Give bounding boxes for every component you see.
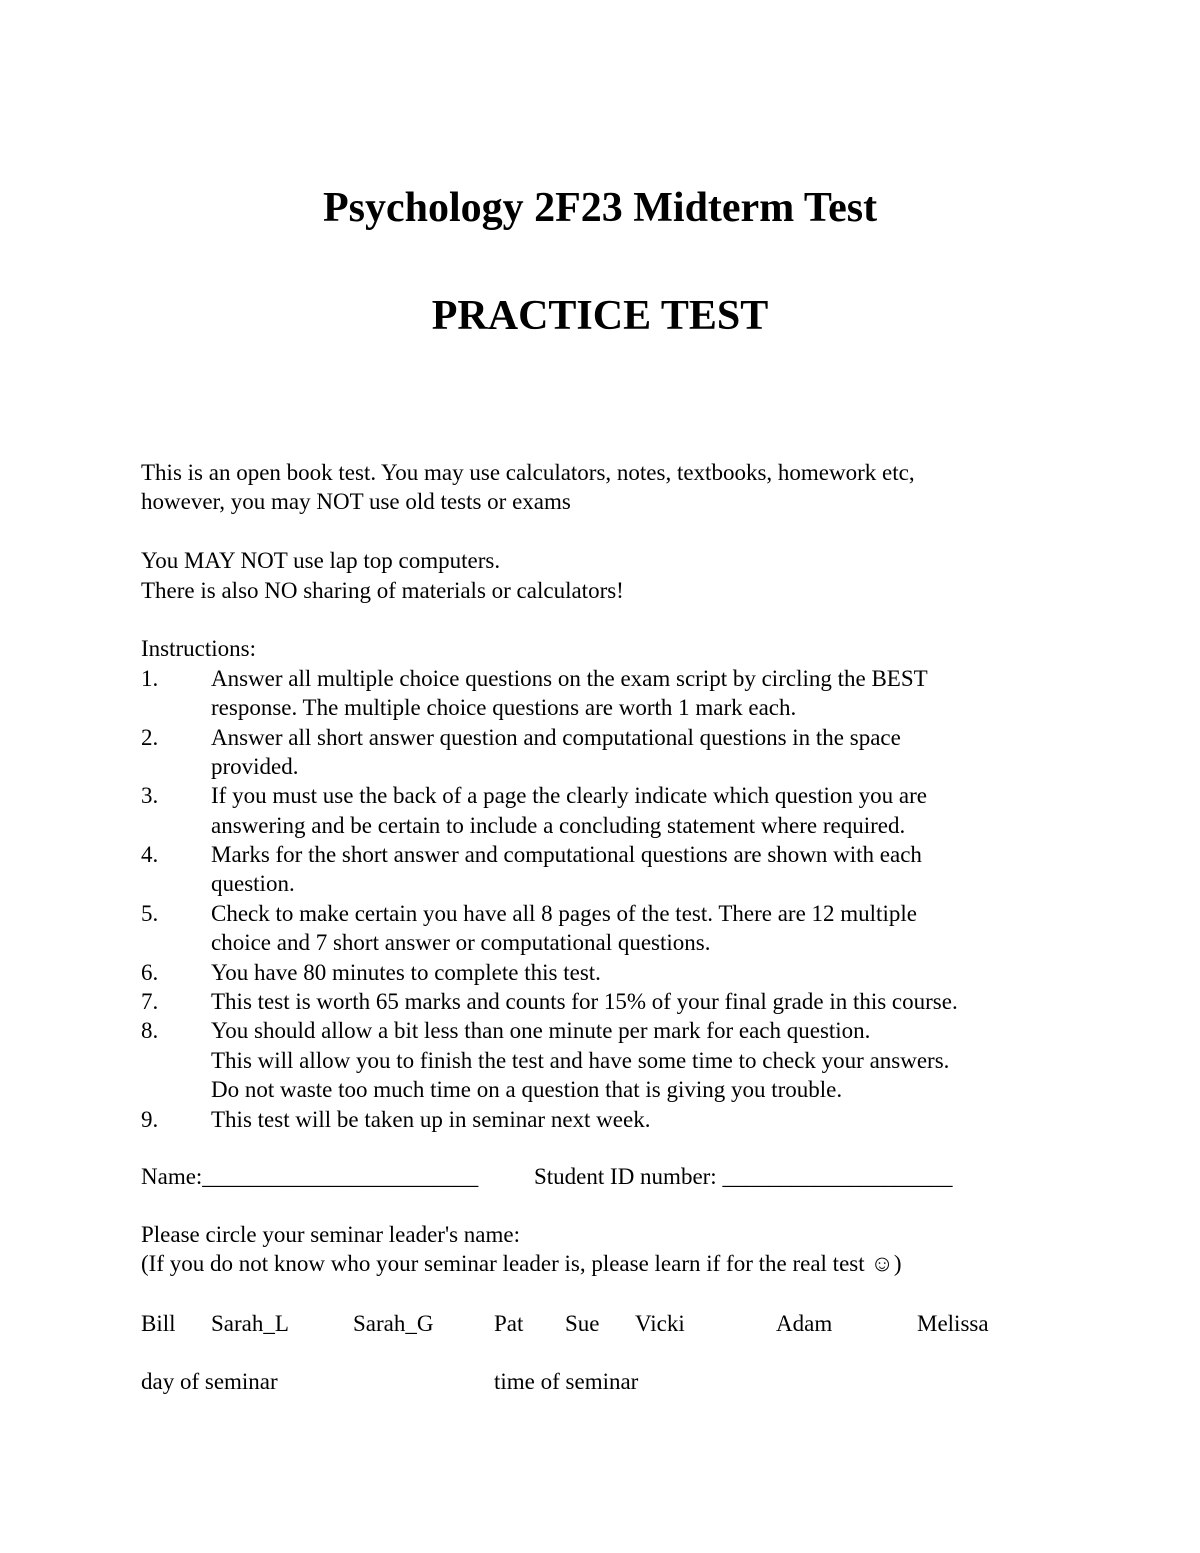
instruction-item bbox=[141, 1016, 1101, 1104]
instruction-number: 8. bbox=[141, 1018, 159, 1044]
rule-line: There is also NO sharing of materials or calculators! bbox=[141, 577, 624, 603]
leader-option[interactable]: Melissa bbox=[917, 1311, 989, 1336]
name-field[interactable]: Name:________________________ bbox=[141, 1164, 479, 1189]
instruction-text: Answer all short answer question and computational questions in the space bbox=[211, 724, 901, 750]
instruction-text: response. The multiple choice questions are worth 1 mark each. bbox=[211, 695, 797, 721]
instruction-text: question. bbox=[211, 871, 295, 897]
instruction-text: answering and be certain to include a concluding statement where required. bbox=[211, 812, 906, 838]
instruction-item bbox=[141, 899, 1101, 958]
instruction-number: 9. bbox=[141, 1106, 159, 1132]
instruction-text: This test is worth 65 marks and counts for 15% of your final grade in this course. bbox=[211, 989, 958, 1015]
instructions-list bbox=[141, 664, 1101, 1134]
instruction-number: 5. bbox=[141, 900, 159, 926]
instruction-text: You should allow a bit less than one minute per mark for each question. bbox=[211, 1018, 871, 1044]
instruction-text: This will allow you to finish the test and have some time to check your answers. bbox=[211, 1047, 950, 1073]
instructions-block bbox=[141, 458, 1101, 1134]
leader-option[interactable]: Sarah_G bbox=[353, 1311, 434, 1336]
seminar-prompt-line: (If you do not know who your seminar leader is, please learn if for the real test ☺) bbox=[141, 1251, 902, 1277]
instruction-text: Check to make certain you have all 8 pages of the test. There are 12 multiple bbox=[211, 900, 917, 926]
leader-option[interactable]: Bill bbox=[141, 1311, 176, 1336]
instruction-item bbox=[141, 781, 1101, 840]
leader-option[interactable]: Sarah_L bbox=[211, 1311, 289, 1336]
instruction-item bbox=[141, 840, 1101, 899]
instruction-text: If you must use the back of a page the clearly indicate which question you are bbox=[211, 783, 927, 809]
intro-line: however, you may NOT use old tests or exams bbox=[141, 489, 571, 515]
instruction-item bbox=[141, 723, 1101, 782]
instruction-number: 1. bbox=[141, 665, 159, 691]
instruction-text: Do not waste too much time on a question that is giving you trouble. bbox=[211, 1077, 843, 1103]
instruction-item bbox=[141, 958, 1101, 987]
instruction-text: provided. bbox=[211, 753, 299, 779]
intro-line: This is an open book test. You may use calculators, notes, textbooks, homework etc, bbox=[141, 460, 915, 485]
instruction-item bbox=[141, 1105, 1101, 1134]
instruction-number: 2. bbox=[141, 724, 159, 750]
instruction-number: 6. bbox=[141, 959, 159, 985]
instruction-item bbox=[141, 987, 1101, 1016]
leader-option[interactable]: Vicki bbox=[635, 1311, 685, 1336]
leader-option[interactable]: Sue bbox=[565, 1311, 600, 1336]
instruction-text: Answer all multiple choice questions on the exam script by circling the BEST bbox=[211, 665, 928, 691]
document-subtitle: PRACTICE TEST bbox=[431, 293, 769, 339]
seminar-time-label: time of seminar bbox=[494, 1369, 639, 1394]
leader-option[interactable]: Adam bbox=[776, 1311, 833, 1336]
instruction-item bbox=[141, 664, 1101, 723]
instruction-text: You have 80 minutes to complete this test. bbox=[211, 959, 601, 985]
seminar-prompt-line: Please circle your seminar leader's name: bbox=[141, 1222, 521, 1247]
seminar-day-label: day of seminar bbox=[141, 1369, 278, 1394]
instruction-number: 4. bbox=[141, 842, 159, 868]
instruction-text: choice and 7 short answer or computational questions. bbox=[211, 930, 711, 956]
seminar-prompt bbox=[141, 1220, 1101, 1279]
instruction-text: This test will be taken up in seminar next week. bbox=[211, 1106, 651, 1132]
instruction-number: 3. bbox=[141, 783, 159, 809]
instruction-number: 7. bbox=[141, 989, 159, 1015]
instructions-heading: Instructions: bbox=[141, 636, 256, 662]
student-id-field[interactable]: Student ID number: ____________________ bbox=[534, 1164, 953, 1189]
rule-line: You MAY NOT use lap top computers. bbox=[141, 548, 501, 574]
document-title: Psychology 2F23 Midterm Test bbox=[322, 185, 878, 231]
instruction-text: Marks for the short answer and computational questions are shown with each bbox=[211, 842, 922, 868]
student-fields bbox=[141, 1162, 953, 1191]
leader-option[interactable]: Pat bbox=[494, 1311, 524, 1336]
